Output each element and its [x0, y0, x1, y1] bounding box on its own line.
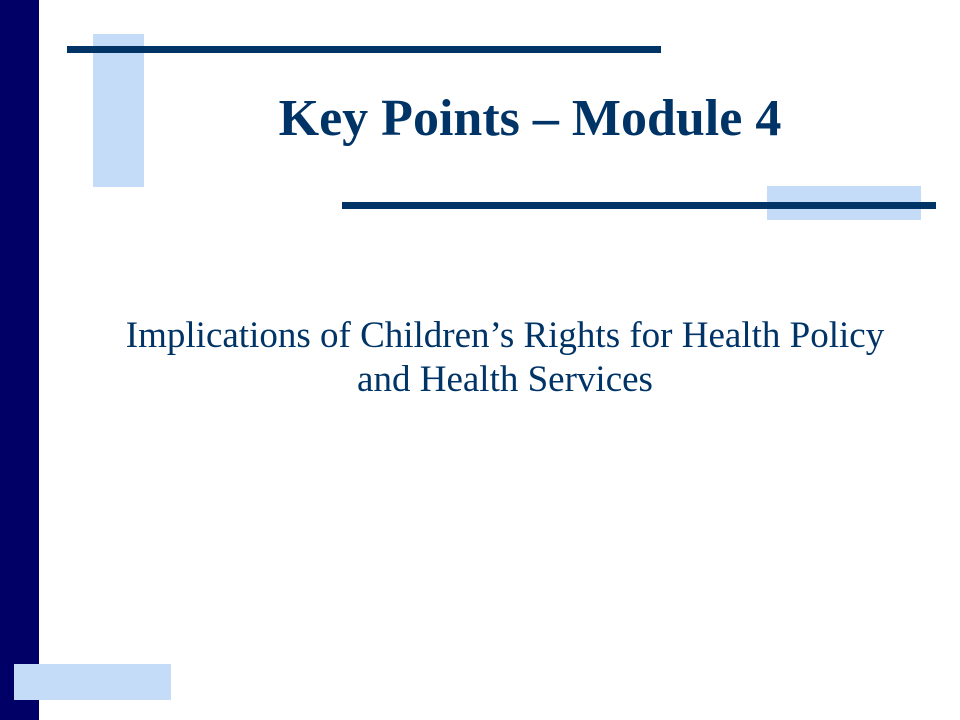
- middle-horizontal-rule: [342, 202, 936, 209]
- slide-title: Key Points – Module 4: [278, 90, 782, 147]
- vertical-accent-block: [93, 34, 144, 187]
- bottom-left-accent-block: [14, 664, 171, 700]
- left-sidebar-bar: [0, 0, 39, 720]
- slide-subtitle: Implications of Children’s Rights for Health Policy and Health Services: [125, 315, 885, 401]
- top-horizontal-rule: [67, 46, 661, 53]
